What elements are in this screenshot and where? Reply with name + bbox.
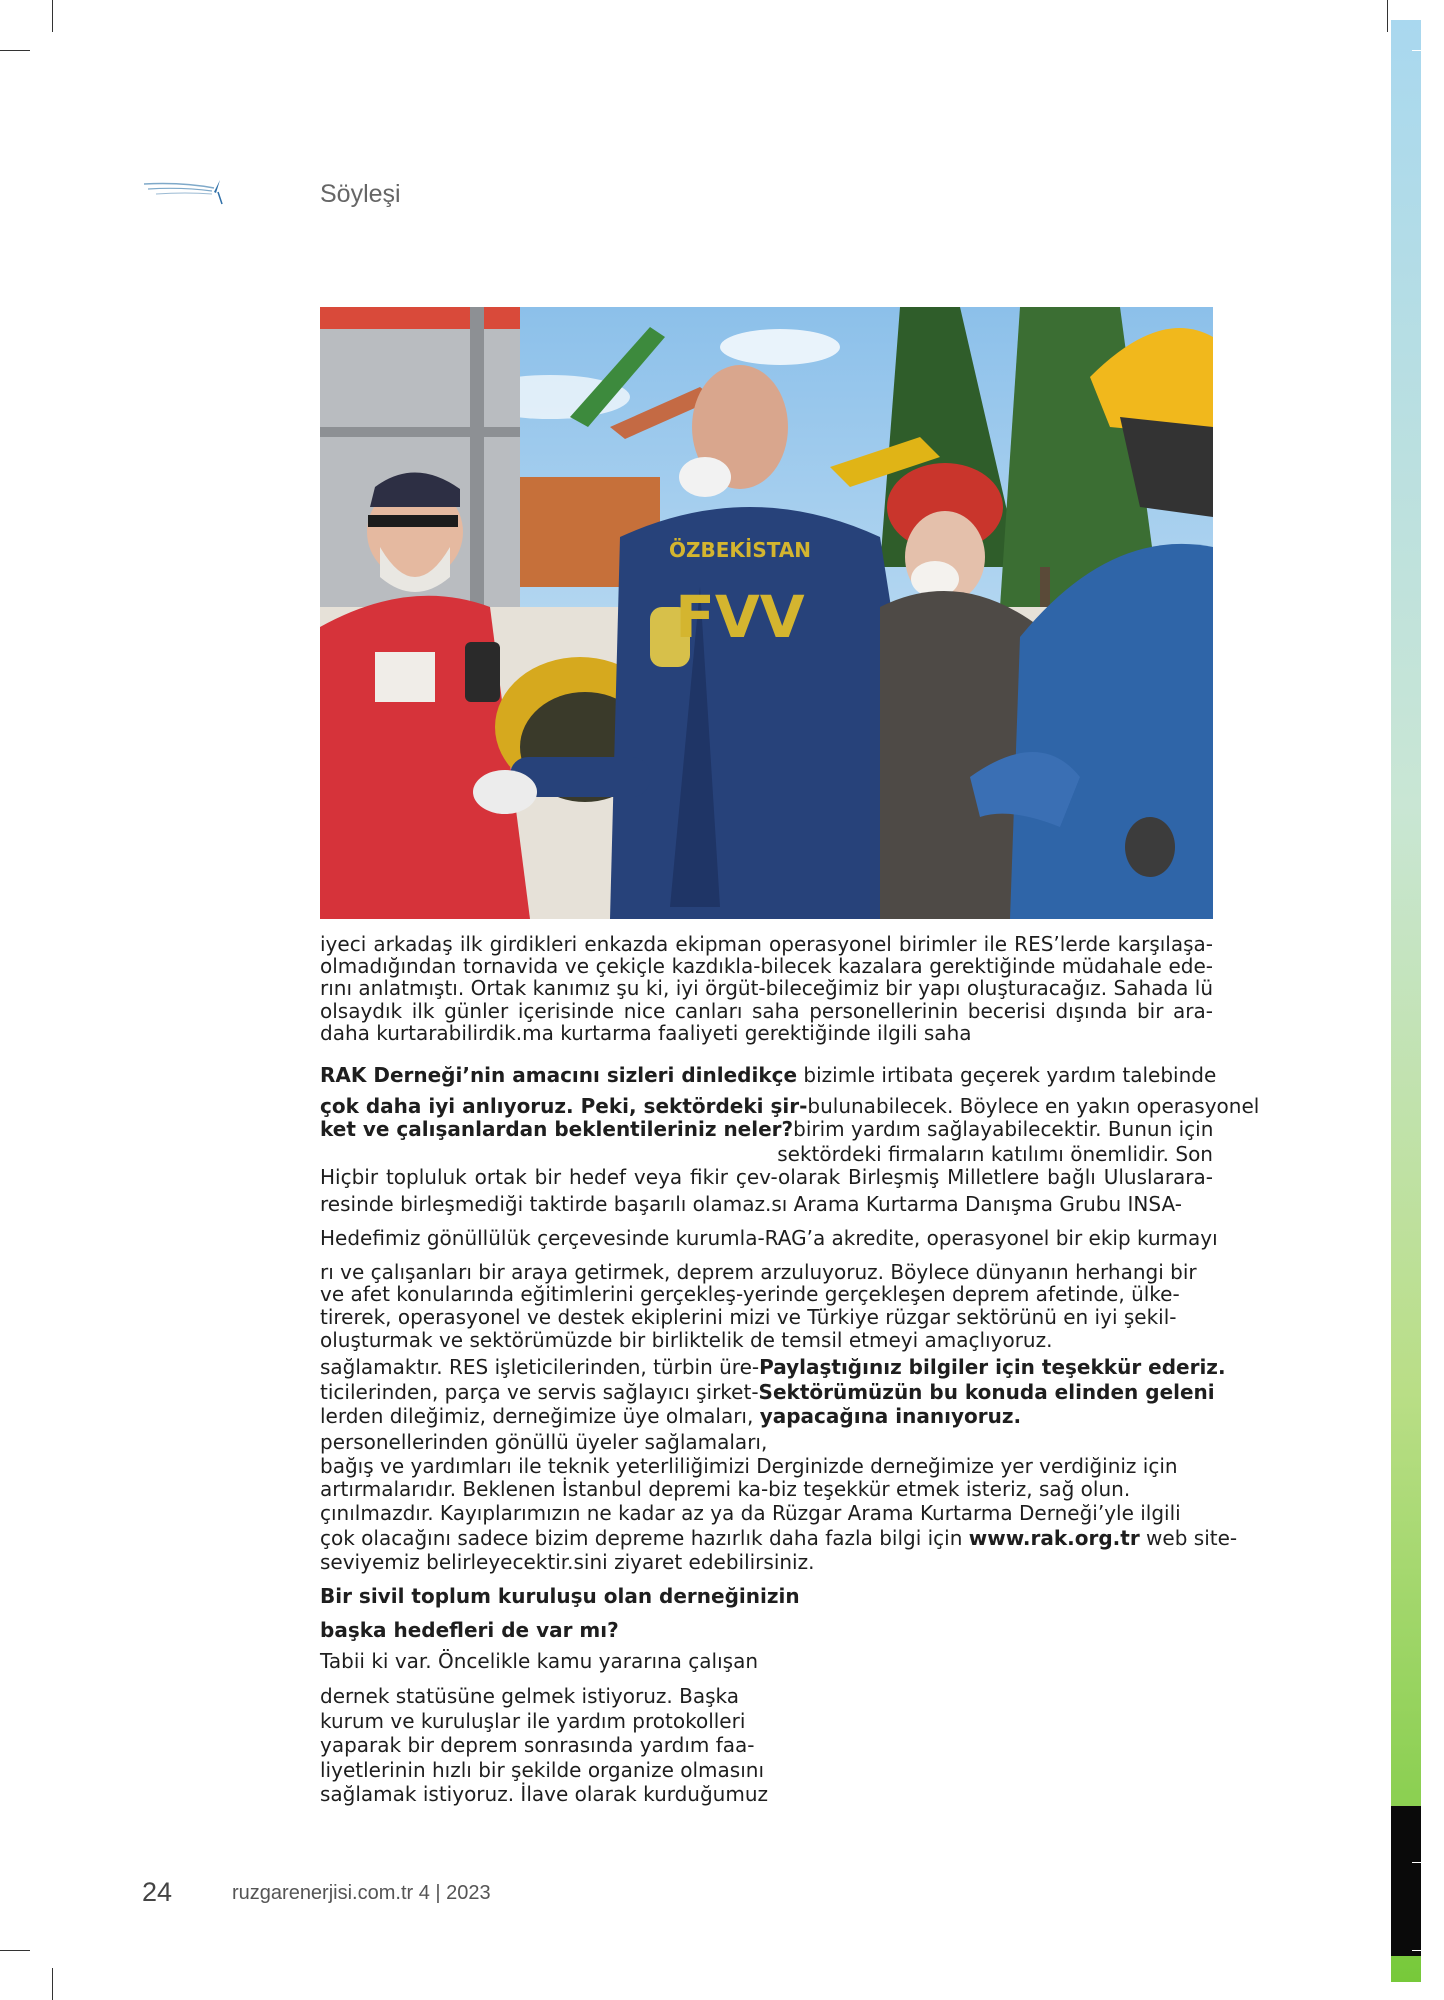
text-segment: lerden dileğimiz, derneğimize üye olmaları,: [320, 1404, 760, 1428]
text-segment: Tabii ki var. Öncelikle kamu yararına çalışan: [320, 1649, 759, 1673]
footer-site: ruzgarenerjisi.com.tr 4 | 2023: [232, 1882, 491, 1904]
text-segment: oluşturmak ve sektörümüzde bir birliktelik de temsil etmeyi amaçlıyoruz.: [320, 1328, 1053, 1352]
side-tick: [1412, 1950, 1424, 1951]
body-line: [320, 1685, 1213, 1707]
text-segment: sağlamaktır. RES işleticilerinden, türbin üre-: [320, 1355, 760, 1379]
body-line: [320, 1502, 1213, 1524]
page-number: 24: [142, 1877, 173, 1907]
magazine-logo: [142, 178, 234, 208]
text-segment: bağış ve yardımları ile teknik yeterliliğimizi Derginizde derneğimize yer verdiğiniz için: [320, 1454, 1178, 1478]
text-segment: çok olacağını sadece bizim depreme hazırlık daha fazla bilgi için: [320, 1526, 969, 1550]
crop-mark: [52, 1968, 53, 2000]
text-segment: Hiçbir topluluk ortak bir hedef veya fikir çev-olarak Birleşmiş Milletlere bağlı Uluslarara-: [320, 1165, 1213, 1189]
body-line: [320, 933, 1213, 955]
side-tick: [1412, 1862, 1424, 1863]
body-line: [320, 1166, 1213, 1188]
body-line: [320, 1355, 1226, 1379]
text-segment: tirerek, operasyonel ve destek ekiplerini mizi ve Türkiye rüzgar sektörünü en iyi şekil-: [320, 1305, 1177, 1329]
side-tick: [1412, 50, 1424, 51]
body-line: [320, 1283, 1213, 1305]
text-segment: bulunabilecek. Böylece en yakın operasyonel: [807, 1094, 1260, 1118]
text-segment: rını anlatmıştı. Ortak kanımız şu ki, iyi örgüt-bileceğimiz bir yapı oluşturacağız. Sahada lü: [320, 976, 1213, 1000]
body-line: [320, 1381, 1213, 1403]
body-line: [320, 1431, 1213, 1453]
body-line: [320, 1118, 1213, 1140]
side-black-block: [1391, 1806, 1421, 1956]
body-line: [320, 1000, 1213, 1022]
body-line: [320, 1022, 1213, 1044]
crop-mark: [52, 0, 53, 32]
bold-text: Sektörümüzün bu konuda elinden geleni: [758, 1380, 1215, 1404]
text-segment: iyeci arkadaş ilk girdikleri enkazda ekipman operasyonel birimler ile RES’lerde karşılaşa-: [320, 932, 1213, 956]
body-line: [320, 1261, 1213, 1283]
text-segment: artırmalarıdır. Beklenen İstanbul depremi ka-biz teşekkür etmek isteriz, sağ olun.: [320, 1477, 1131, 1501]
bold-text: RAK Derneği’nin amacını sizleri dinledikçe: [320, 1063, 798, 1087]
body-line: [320, 1143, 1213, 1165]
text-segment: sağlamak istiyoruz. İlave olarak kurduğumuz: [320, 1782, 769, 1806]
body-line: [320, 1094, 1260, 1118]
body-line: [320, 1455, 1213, 1477]
text-segment: resinde birleşmediği taktirde başarılı olamaz.sı Arama Kurtarma Danışma Grubu INSA-: [320, 1192, 1182, 1216]
section-title: Söyleşi: [320, 180, 401, 208]
bold-text: Bir sivil toplum kuruluşu olan derneğinizin: [320, 1584, 800, 1608]
bold-text: başka hedefleri de var mı?: [320, 1618, 619, 1642]
text-segment: web site-: [1139, 1526, 1238, 1550]
body-line: [320, 1526, 1238, 1550]
body-line: [320, 1329, 1213, 1351]
text-segment: çınılmazdır. Kayıplarımızın ne kadar az ya da Rüzgar Arama Kurtarma Derneği’yle ilgili: [320, 1501, 1181, 1525]
body-line: [320, 1783, 1213, 1805]
body-line: [320, 1193, 1213, 1215]
body-line: [320, 955, 1213, 977]
text-segment: ticilerinden, parça ve servis sağlayıcı şirket-: [320, 1380, 759, 1404]
rescue-team-photo: [320, 307, 1213, 919]
text-segment: yaparak bir deprem sonrasında yardım faa-: [320, 1733, 755, 1757]
body-line: [320, 977, 1213, 999]
body-line: [320, 1619, 1213, 1641]
text-segment: rı ve çalışanları bir araya getirmek, deprem arzuluyoruz. Böylece dünyanın herhangi bir: [320, 1260, 1197, 1284]
body-line: [320, 1734, 1213, 1756]
text-segment: seviyemiz belirleyecektir.sini ziyaret edebilirsiniz.: [320, 1550, 815, 1574]
body-line: [320, 1063, 1217, 1087]
body-line: [320, 1478, 1213, 1500]
body-line: [320, 1405, 1213, 1427]
body-line: [320, 1650, 1213, 1672]
crop-mark: [0, 50, 30, 51]
text-segment: olmadığından tornavida ve çekiçle kazdıkla-bilecek kazalara gerektiğinde müdahale ede-: [320, 954, 1213, 978]
bold-text: ket ve çalışanlardan beklentileriniz neler?: [320, 1117, 794, 1141]
crop-mark: [0, 1950, 30, 1951]
body-line: [320, 1759, 1213, 1781]
text-segment: bizimle irtibata geçerek yardım talebinde: [797, 1063, 1217, 1087]
text-segment: kurum ve kuruluşlar ile yardım protokolleri: [320, 1709, 746, 1733]
text-segment: Hedefimiz gönüllülük çerçevesinde kurumla-RAG’a akredite, operasyonel bir ekip kurmayı: [320, 1226, 1218, 1250]
body-line: [320, 1710, 1213, 1732]
body-line: [320, 1226, 1218, 1250]
jacket-back-letters: FVV: [675, 583, 805, 651]
text-segment: olsaydık ilk günler içerisinde nice canları saha personellerinin becerisi dışında bir ara-: [320, 999, 1213, 1023]
bold-text: Paylaştığınız bilgiler için teşekkür ederiz.: [759, 1355, 1226, 1379]
bold-text: çok daha iyi anlıyoruz. Peki, sektördeki şir-: [320, 1094, 808, 1118]
crop-mark: [1387, 0, 1388, 32]
bold-text: www.rak.org.tr: [968, 1526, 1140, 1550]
bold-text: yapacağına inanıyoruz.: [759, 1404, 1022, 1428]
body-line: [320, 1585, 1213, 1607]
body-line: [320, 1551, 1213, 1573]
text-segment: daha kurtarabilirdik.ma kurtarma faaliyeti gerektiğinde ilgili saha: [320, 1021, 972, 1045]
body-line: [320, 1306, 1213, 1328]
text-segment: personellerinden gönüllü üyeler sağlamaları,: [320, 1430, 768, 1454]
text-segment: sektördeki firmaların katılımı önemlidir. Son: [777, 1142, 1213, 1166]
text-segment: birim yardım sağlayabilecektir. Bunun için: [793, 1117, 1214, 1141]
text-segment: ve afet konularında eğitimlerini gerçekleş-yerinde gerçekleşen deprem afetinde, ülke-: [320, 1282, 1180, 1306]
text-segment: dernek statüsüne gelmek istiyoruz. Başka: [320, 1684, 739, 1708]
jacket-country-text: ÖZBEKİSTAN: [668, 538, 812, 562]
text-segment: liyetlerinin hızlı bir şekilde organize olmasını: [320, 1758, 765, 1782]
side-gradient-bar: [1391, 20, 1421, 1982]
